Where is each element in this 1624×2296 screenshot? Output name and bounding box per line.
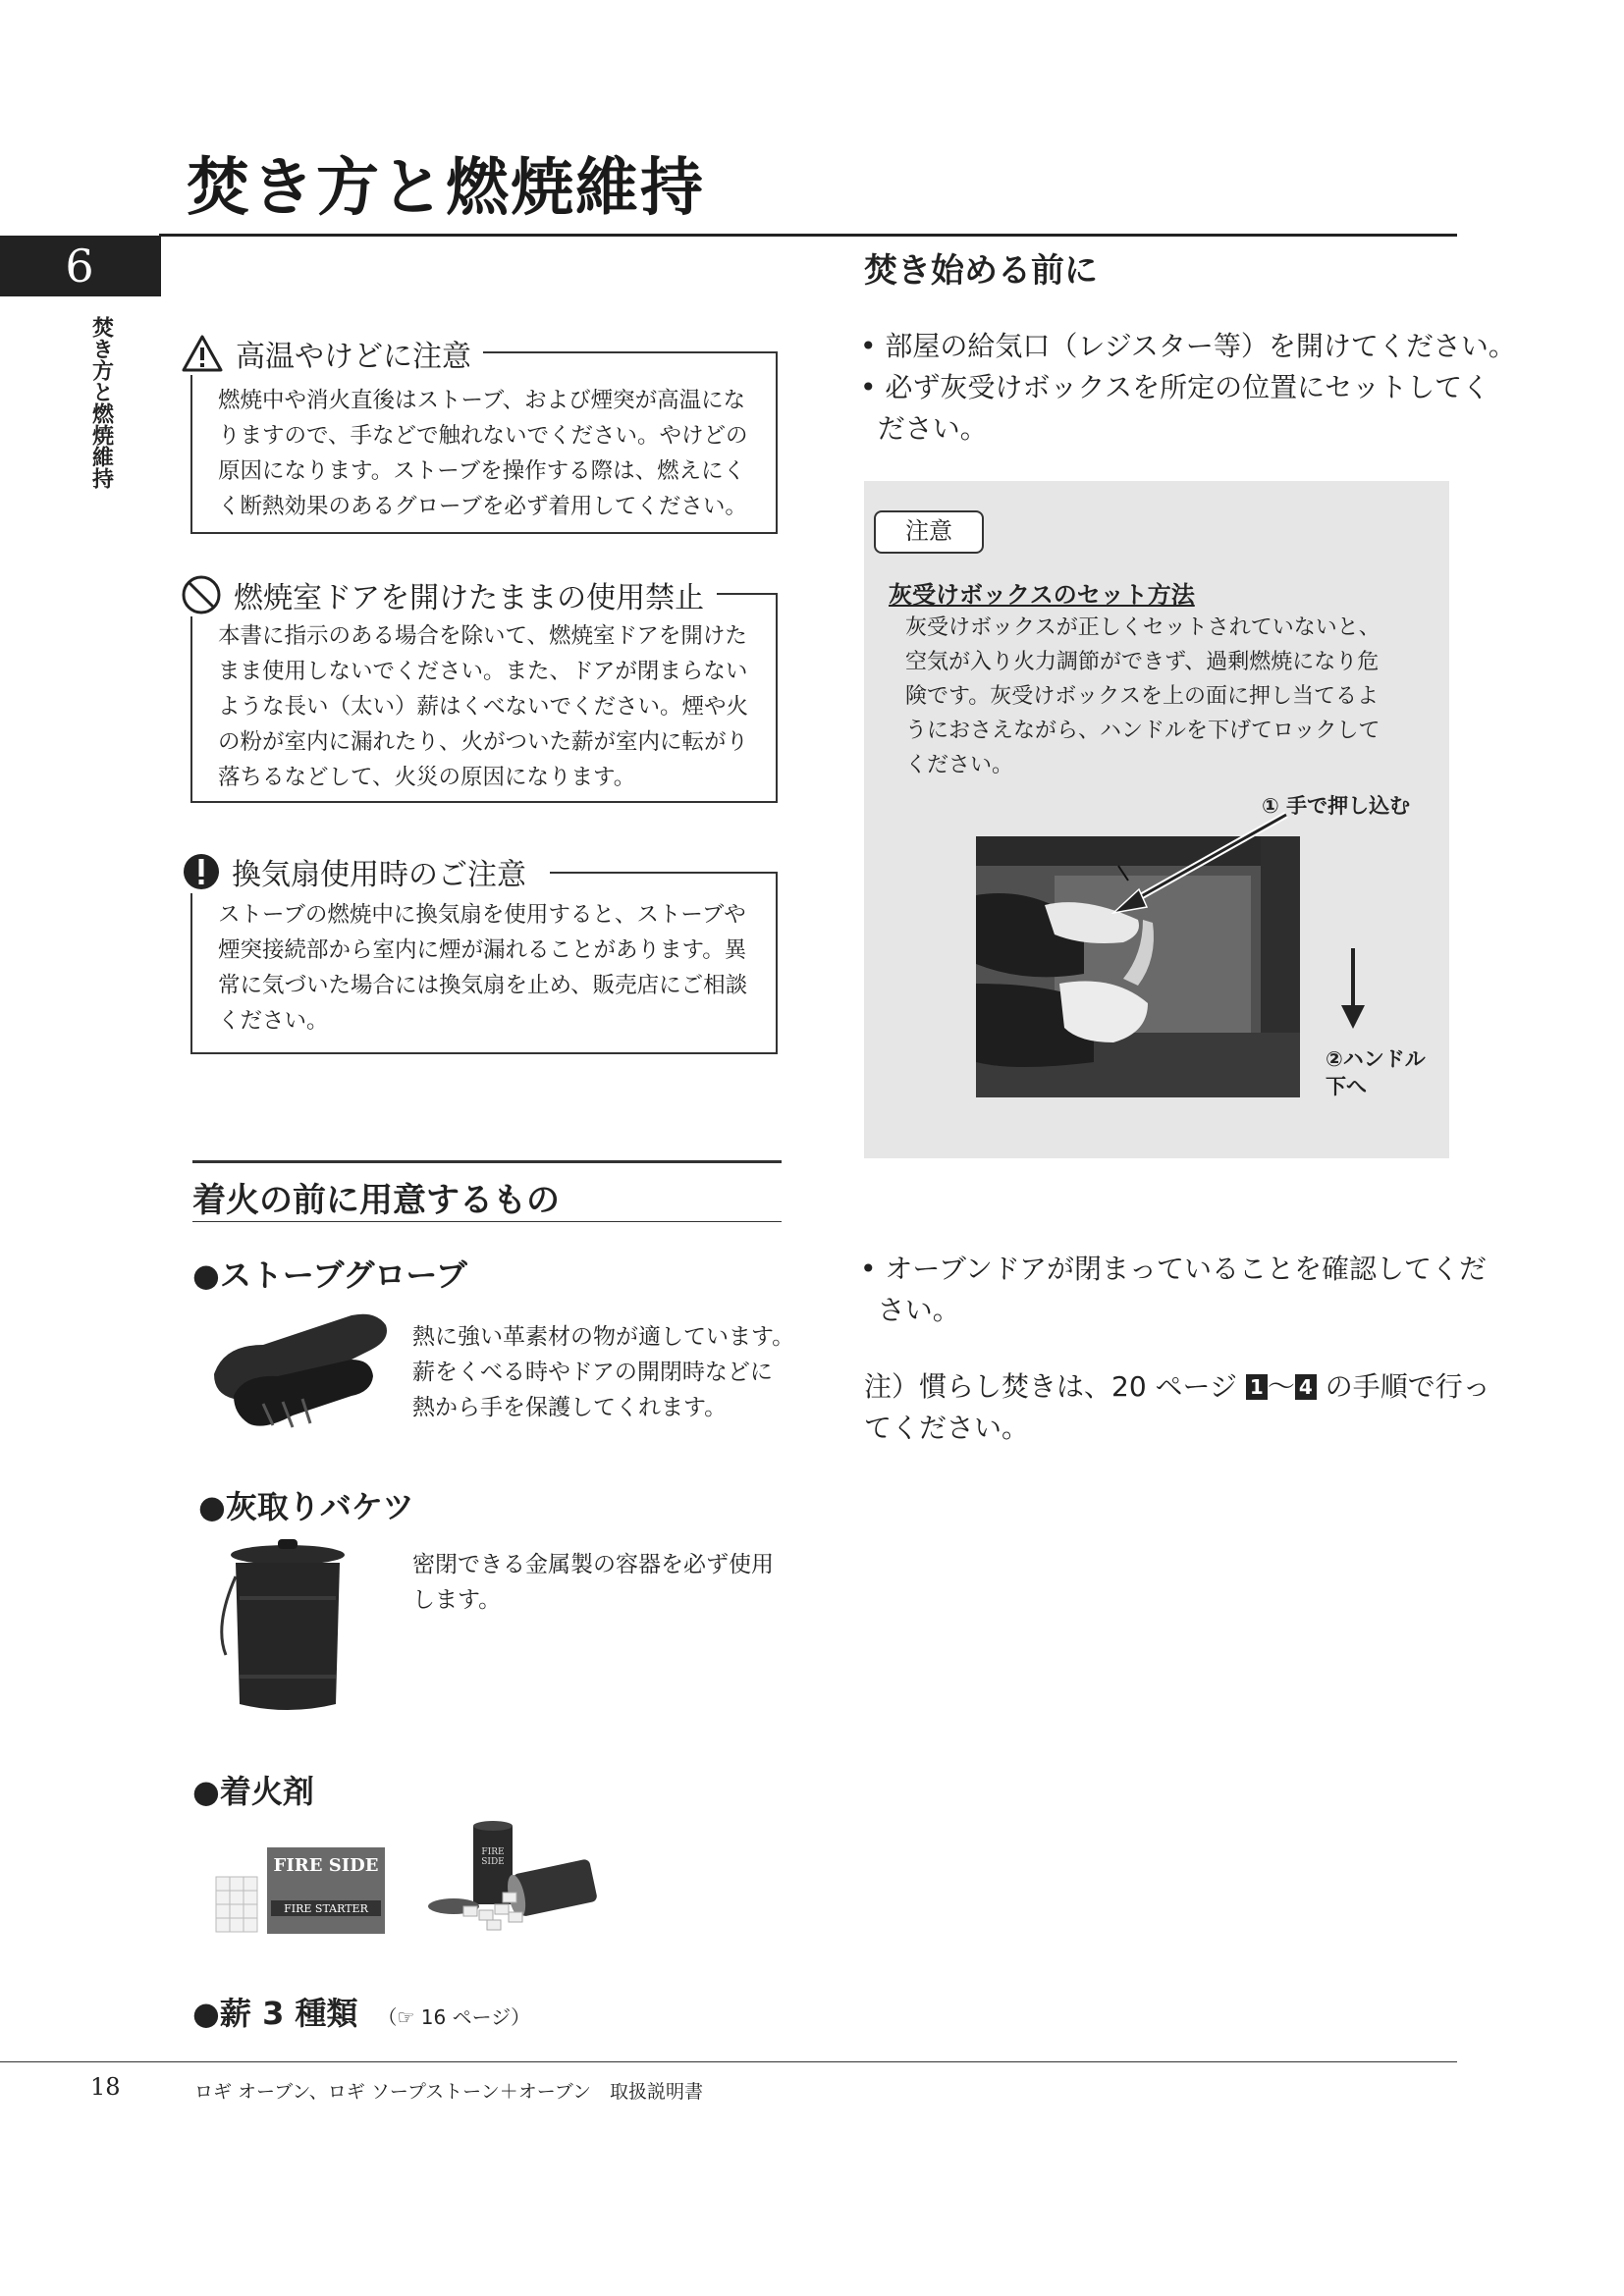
caution-heading-fan: 換気扇使用時のご注意 — [183, 850, 538, 893]
caution-box-fan — [190, 872, 778, 1054]
section-rule — [192, 1221, 782, 1222]
can-brand-text: FIRE SIDE — [481, 1847, 505, 1867]
footnote-break-in-cont: てください。 — [864, 1412, 1030, 1444]
label-push-by-hand: ① 手で押し込む — [1262, 794, 1411, 818]
page-reference-link[interactable]: （☞ 16 ページ） — [377, 2005, 531, 2029]
fire-starter-box-image — [212, 1840, 389, 1938]
header-rule — [159, 234, 1457, 237]
caution-text: ストーブの燃焼中に換気扇を使用すると、ストーブや 煙突接続部から室内に煙が漏れることがあります。異 常に気づいた場合には換気扇を止め、販売店にご相談 ください。 — [218, 902, 748, 1034]
item-desc-ash-bucket: 密閉できる金属製の容器を必ず使用 します。 — [412, 1552, 774, 1613]
caution-heading-burn: 高温やけどに注意 — [181, 332, 483, 375]
label-handle-down: ②ハンドル 下へ — [1326, 1047, 1426, 1098]
note-text: 灰受けボックスが正しくセットされていないと、 空気が入り火力調節ができず、過剰燃焼になり危 険です。灰受けボックスを上の面に押し当てるよ うにおさえながら、ハンドルを下げてロックして ください。 — [905, 615, 1380, 777]
page-number: 18 — [90, 2073, 121, 2101]
note-subtitle: 灰受けボックスのセット方法 — [889, 581, 1195, 609]
bullet-open-vent: • 部屋の給気口（レジスター等）を開けてください。 — [860, 330, 1516, 362]
warning-triangle-icon — [181, 334, 224, 373]
caution-heading-rule — [717, 593, 778, 595]
stove-glove-icon — [204, 1306, 401, 1435]
item-firewood — [192, 1989, 530, 2034]
footnote-break-in: 注）慣らし焚きは、20 ページ 1 ～ 4 の手順で行っ — [864, 1370, 1490, 1403]
step-number-badge: 4 — [1295, 1374, 1317, 1400]
prohibited-icon — [181, 574, 222, 615]
fire-starter-can-image — [424, 1818, 611, 1936]
push-arrow-icon — [1100, 805, 1296, 923]
exclamation-circle-icon — [183, 851, 220, 892]
page-title: 焚き方と燃焼維持 — [187, 151, 705, 225]
box-product-text: FIRE STARTER — [284, 1902, 368, 1915]
section-title-preparation: 着火の前に用意するもの — [192, 1181, 560, 1220]
down-arrow-icon — [1339, 948, 1367, 1031]
box-brand-text: FIRE SIDE — [273, 1855, 379, 1876]
bullet-set-ash-box: • 必ず灰受けボックスを所定の位置にセットしてく — [860, 371, 1490, 403]
note-badge: 注意 — [874, 510, 984, 554]
item-desc-gloves: 熱に強い革素材の物が適しています。 薪をくべる時やドアの開閉時などに 熱から手を保護してくれます。 — [412, 1324, 795, 1420]
header-divider — [159, 236, 161, 296]
caution-heading-door: 燃焼室ドアを開けたままの使用禁止 — [181, 573, 716, 616]
section-title-before-lighting: 焚き始める前に — [864, 251, 1098, 291]
item-title-ash-bucket: ●灰取りバケツ — [198, 1488, 414, 1525]
ash-bucket-icon — [214, 1537, 361, 1720]
bullet-oven-door: • オーブンドアが閉まっていることを確認してくだ — [860, 1253, 1488, 1285]
item-title-gloves: ●ストーブグローブ — [192, 1256, 467, 1294]
chapter-number: 6 — [0, 236, 159, 296]
footer-rule — [0, 2061, 1457, 2062]
step-number-badge: 1 — [1246, 1374, 1268, 1400]
caution-text: 燃焼中や消火直後はストーブ、および煙突が高温にな りますので、手などで触れないでください。やけどの 原因になります。ストーブを操作する際は、燃えにく く断熱効果のあるグローブを必ず着用してください。 — [218, 388, 748, 519]
caution-box-door — [190, 593, 778, 803]
caution-box-burn — [190, 351, 778, 534]
item-title-firewood: ●薪 3 種類 — [192, 1995, 358, 2032]
item-title-fire-starter: ●着火剤 — [192, 1773, 314, 1810]
manual-title: ロギ オーブン、ロギ ソープストーン＋オーブン 取扱説明書 — [194, 2081, 704, 2103]
caution-heading-rule — [550, 872, 778, 874]
caution-text: 本書に指示のある場合を除いて、燃焼室ドアを開けた まま使用しないでください。また、ドアが閉まらない ような長い（太い）薪はくべないでください。煙や火 の粉が室内に漏れたり、火がついた薪が室内に転がり 落ちるなどして、火災の原因になります。 — [218, 623, 749, 790]
bullet-set-ash-box-cont: ださい。 — [860, 412, 988, 445]
bullet-oven-door-cont: さい。 — [860, 1294, 960, 1326]
side-chapter-label: 焚き方と燃焼維持 — [88, 316, 115, 489]
section-rule — [192, 1160, 782, 1163]
